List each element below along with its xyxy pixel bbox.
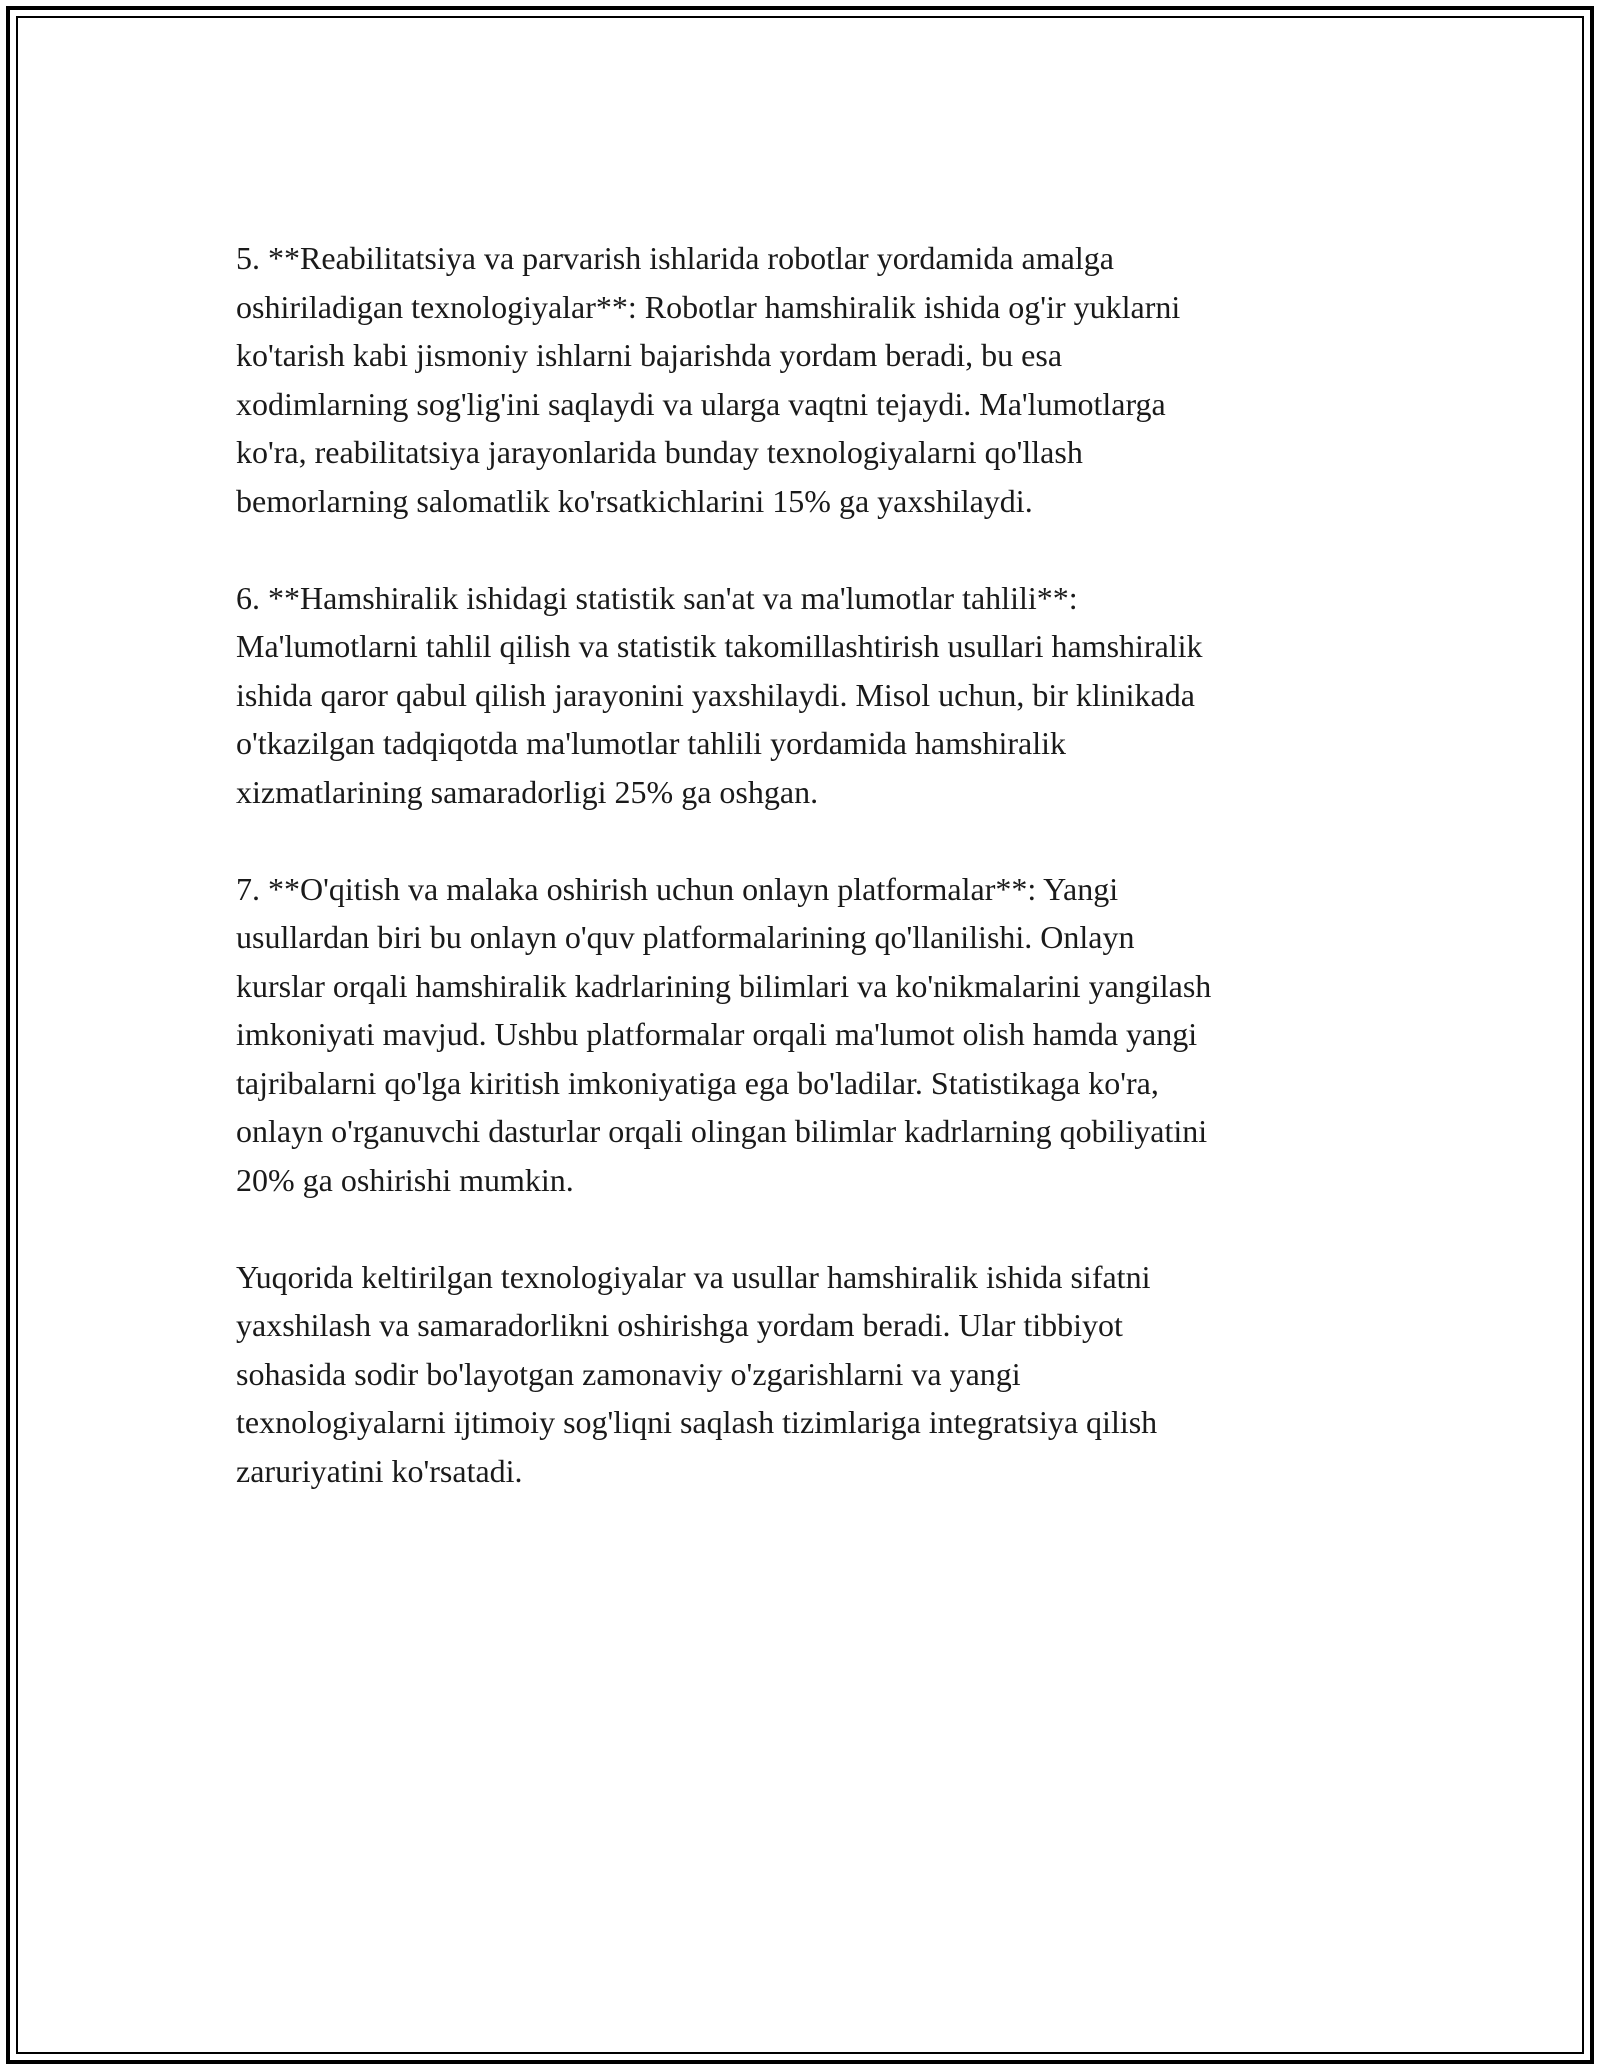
text-line: Yuqorida keltirilgan texnologiyalar va usullar hamshiralik ishida sifatni <box>236 1258 1151 1295</box>
text-line: zaruriyatini ko'rsatadi. <box>236 1452 523 1489</box>
document-body <box>236 234 1366 1495</box>
paragraph-item-6 <box>236 574 1366 817</box>
text-line: xizmatlarining samaradorligi 25% ga oshgan. <box>236 773 819 810</box>
text-line: 20% ga oshirishi mumkin. <box>236 1161 574 1198</box>
text-line: tajribalarni qo'lga kiritish imkoniyatiga ega bo'ladilar. Statistikaga ko'ra, <box>236 1064 1159 1101</box>
text-line: ishida qaror qabul qilish jarayonini yaxshilaydi. Misol uchun, bir klinikada <box>236 676 1195 713</box>
text-line: Ma'lumotlarni tahlil qilish va statistik takomillashtirish usullari hamshiralik <box>236 628 1203 664</box>
text-line: ko'tarish kabi jismoniy ishlarni bajarishda yordam beradi, bu esa <box>236 337 1063 373</box>
text-line: oshiriladigan texnologiyalar**: Robotlar hamshiralik ishida og'ir yuklarni <box>236 288 1181 325</box>
paragraph-conclusion <box>236 1253 1366 1496</box>
text-line: 5. **Reabilitatsiya va parvarish ishlarida robotlar yordamida amalga <box>236 240 1114 276</box>
text-line: texnologiyalarni ijtimoiy sog'liqni saqlash tizimlariga integratsiya qilish <box>236 1404 1158 1440</box>
text-line: 6. **Hamshiralik ishidagi statistik san'at va ma'lumotlar tahlili**: <box>236 579 1078 616</box>
text-line: xodimlarning sog'lig'ini saqlaydi va ularga vaqtni tejaydi. Ma'lumotlarga <box>236 385 1166 422</box>
paragraph-item-5 <box>236 234 1366 525</box>
text-line: bemorlarning salomatlik ko'rsatkichlarini 15% ga yaxshilaydi. <box>236 482 1033 519</box>
paragraph-item-7 <box>236 865 1366 1205</box>
text-line: usullardan biri bu onlayn o'quv platformalarining qo'llanilishi. Onlayn <box>236 919 1135 955</box>
text-line: ko'ra, reabilitatsiya jarayonlarida bunday texnologiyalarni qo'llash <box>236 434 1083 470</box>
text-line: 7. **O'qitish va malaka oshirish uchun onlayn platformalar**: Yangi <box>236 870 1119 907</box>
text-line: kurslar orqali hamshiralik kadrlarining bilimlari va ko'nikmalarini yangilash <box>236 967 1212 1004</box>
text-line: imkoniyati mavjud. Ushbu platformalar orqali ma'lumot olish hamda yangi <box>236 1016 1198 1052</box>
text-line: onlayn o'rganuvchi dasturlar orqali olingan bilimlar kadrlarning qobiliyatini <box>236 1113 1208 1149</box>
text-line: o'tkazilgan tadqiqotda ma'lumotlar tahlili yordamida hamshiralik <box>236 725 1066 761</box>
text-line: yaxshilash va samaradorlikni oshirishga yordam beradi. Ular tibbiyot <box>236 1307 1123 1343</box>
text-line: sohasida sodir bo'layotgan zamonaviy o'zgarishlarni va yangi <box>236 1355 1021 1392</box>
